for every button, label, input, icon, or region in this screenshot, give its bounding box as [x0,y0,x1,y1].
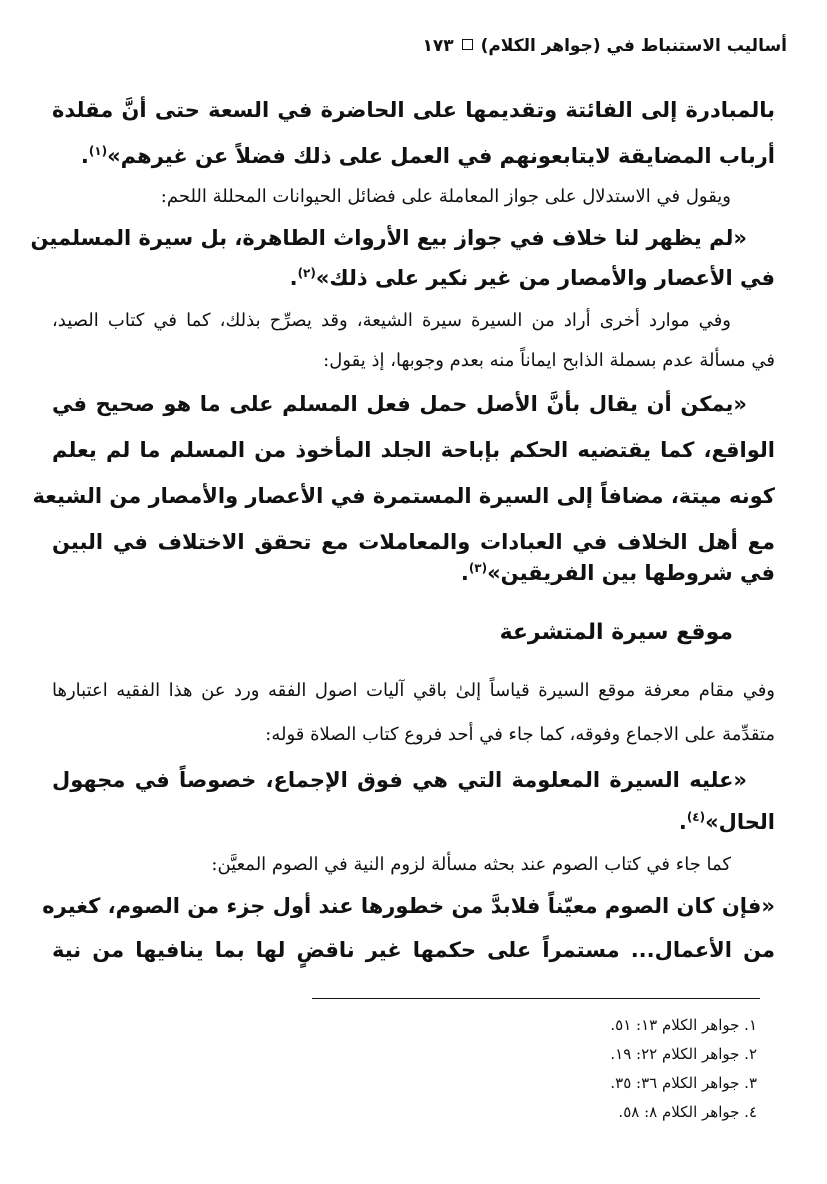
quote-line: «عليه السيرة المعلومة التي هي فوق الإجماع، خصوصاً في مجهول [52,768,747,792]
footnote-ref: (١) [88,144,108,158]
quote-line: «فإن كان الصوم معيّناً فلابدَّ من خطورها عند أول جزء من الصوم، كغيره [42,894,775,918]
text-line: وفي موارد أخرى أراد من السيرة سيرة الشيعة، وقد يصرِّح بذلك، كما في كتاب الصيد، [52,310,731,331]
square-separator-icon [462,39,473,50]
section-heading: موقع سيرة المتشرعة [499,620,733,645]
quote-line: مع أهل الخلاف في العبادات والمعاملات مع تحقق الاختلاف في البين [52,530,775,554]
footnote-ref: (٤) [686,810,706,824]
running-header [40,32,787,60]
text-line: في مسألة عدم بسملة الذابح ايماناً منه بعدم وجوبها، إذ يقول: [323,350,775,371]
quote-line: كونه ميتة، مضافاً إلى السيرة المستمرة في الأعصار والأمصار من الشيعة [32,484,775,508]
footnote-ref: (٢) [297,266,316,280]
footnote: ٤. جواهر الكلام ٨: ٥٨. [618,1103,757,1121]
text-line: أرباب المضايقة لايتابعونهم في العمل على ذلك فضلاً عن غيرهم»$^{(١)}$. [80,144,775,168]
footnote: ١. جواهر الكلام ١٣: ٥١. [610,1016,757,1034]
footnote: ٢. جواهر الكلام ٢٢: ١٩. [610,1045,757,1063]
text-line: متقدِّمة على الاجماع وفوقه، كما جاء في أحد فروع كتاب الصلاة قوله: [265,724,775,745]
text-line: بالمبادرة إلى الفائتة وتقديمها على الحاضرة في السعة حتى أنَّ مقلدة [52,98,775,122]
footnote-separator [312,998,760,999]
page-number: ١٧٣ [422,36,454,56]
text-line: كما جاء في كتاب الصوم عند بحثه مسألة لزوم النية في الصوم المعيَّن: [211,854,731,875]
running-header-title: أساليب الاستنباط في (جواهر الكلام) [480,36,787,56]
footnote-ref: (٣) [468,561,488,575]
text-line: ويقول في الاستدلال على جواز المعاملة على فضائل الحيوانات المحللة اللحم: [160,186,731,207]
text-line: وفي مقام معرفة موقع السيرة قياساً إلىٰ باقي آليات اصول الفقه ورد عن هذا الفقيه اعتبارها [52,680,775,701]
quote-line: الواقع، كما يقتضيه الحكم بإباحة الجلد المأخوذ من المسلم ما لم يعلم [52,438,775,462]
quote-line: «يمكن أن يقال بأنَّ الأصل حمل فعل المسلم على ما هو صحيح في [52,392,747,416]
footnote: ٣. جواهر الكلام ٣٦: ٣٥. [610,1074,757,1092]
quote-line: الحال»$^{(٤)}$. [678,810,775,834]
quote-line: في شروطها بين الفريقين»$^{(٣)}$. [460,561,775,585]
quote-line: من الأعمال... مستمراً على حكمها غير ناقضٍ لها بما ينافيها من نية [52,938,775,962]
quote-line: «لم يظهر لنا خلاف في جواز بيع الأرواث الطاهرة، بل سيرة المسلمين [30,226,747,250]
quote-line: في الأعصار والأمصار من غير نكير على ذلك»$^{(٢)}$. [289,266,775,290]
